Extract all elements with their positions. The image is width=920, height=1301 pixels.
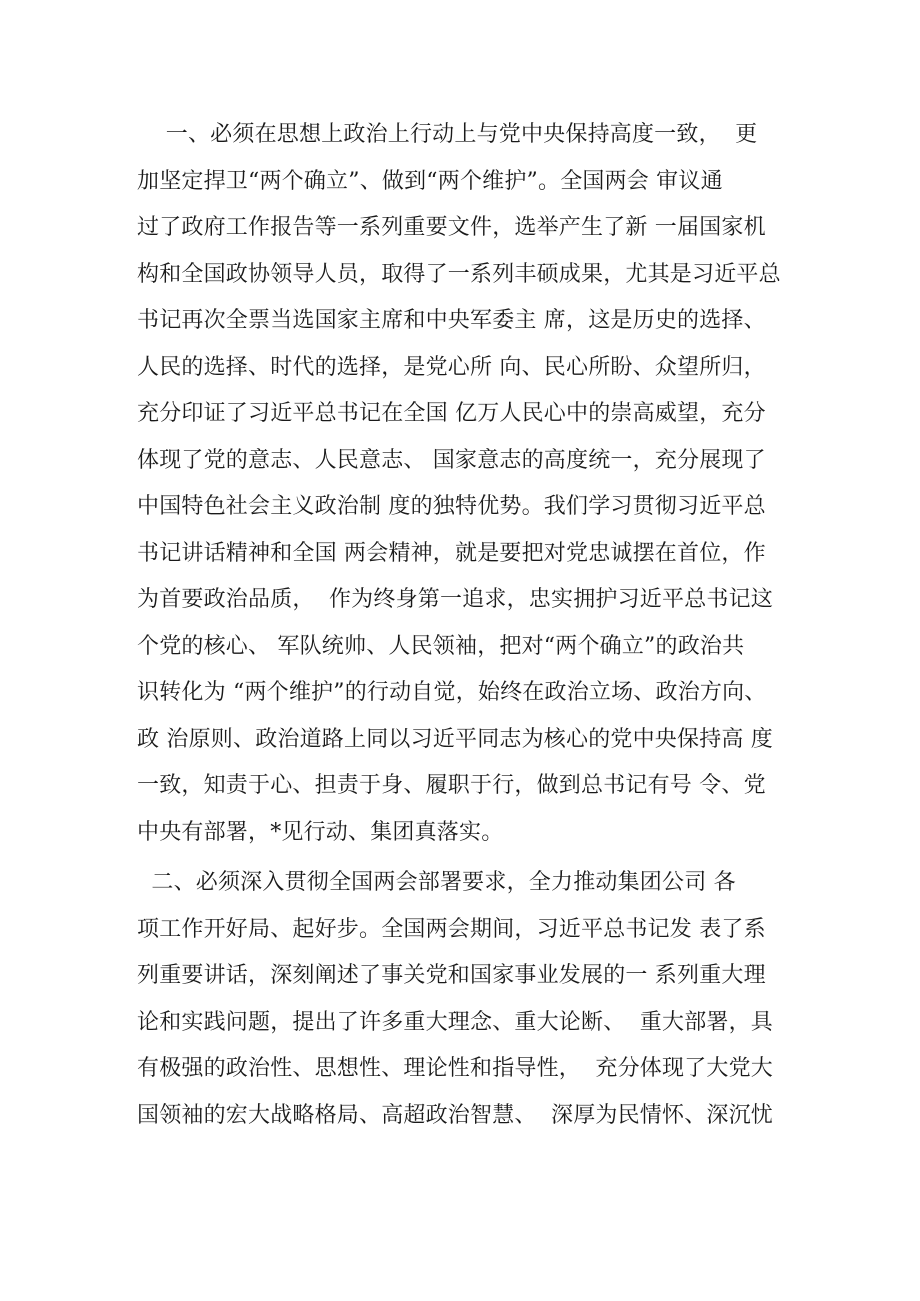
text-line: 论和实践问题，提出了许多重大理念、重大论断、 重大部署，具 — [137, 1009, 773, 1035]
text-line: 书记讲话精神和全国 两会精神，就是要把对党忠诚摆在首位，作 — [137, 540, 766, 566]
text-line: 二、必须深入贯彻全国两会部署要求，全力推动集团公司 各 — [137, 870, 736, 895]
text-line: 构和全国政协领导人员，取得了一系列丰硕成果，尤其是习近平总 — [137, 261, 781, 287]
text-line: 一、必须在思想上政治上行动上与党中央保持高度一致， 更 — [137, 122, 758, 147]
text-line: 列重要讲话，深刻阐述了事关党和国家事业发展的一 系列重大理 — [137, 963, 766, 988]
text-line: 为首要政治品质， 作为终身第一追求，忠实拥护习近平总书记这 — [137, 587, 773, 612]
text-line: 体现了党的意志、人民意志、 国家意志的高度统一，充分展现了 — [137, 447, 766, 473]
text-line: 政 治原则、政治道路上同以习近平同志为核心的党中央保持高 度 — [137, 726, 773, 752]
text-line: 个党的核心、 军队统帅、人民领袖，把对“两个确立”的政治共 — [137, 633, 745, 659]
text-line: 一致，知责于心、担责于身、履职于行，做到总书记有号 令、党 — [137, 773, 766, 798]
text-line: 书记再次全票当选国家主席和中央军委主 席，这是历史的选择、 — [137, 308, 766, 333]
text-line: 有极强的政治性、思想性、理论性和指导性， 充分体现了大党大 — [137, 1056, 773, 1081]
text-line: 项工作开好局、起好步。全国两会期间，习近平总书记发 表了系 — [137, 916, 766, 942]
text-line: 国领袖的宏大战略格局、高超政治智慧、 深厚为民情怀、深沉忧 — [137, 1102, 773, 1128]
text-line: 加坚定捍卫“两个确立”、做到“两个维护”。全国两会 审议通 — [137, 168, 723, 194]
text-line: 中国特色社会主义政治制 度的独特优势。我们学习贯彻习近平总 — [137, 494, 766, 519]
text-line: 人民的选择、时代的选择，是党心所 向、民心所盼、众望所归， — [137, 354, 766, 380]
text-line: 识转化为 “两个维护”的行动自觉，始终在政治立场、政治方向、 — [137, 680, 767, 705]
text-line: 过了政府工作报告等一系列重要文件，选举产生了新 一届国家机 — [137, 215, 766, 240]
text-line: 中央有部署，*见行动、集团真落实。 — [137, 819, 504, 845]
text-line: 充分印证了习近平总书记在全国 亿万人民心中的崇高威望，充分 — [137, 401, 766, 426]
